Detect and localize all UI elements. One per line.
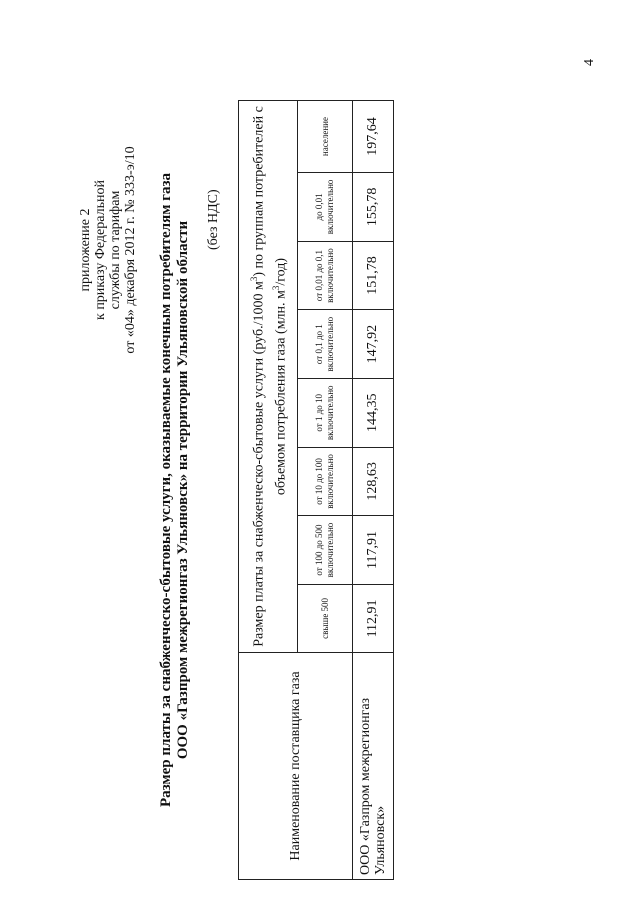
page-number: 4 xyxy=(582,59,597,66)
tariff-value-cell: 144,35 xyxy=(353,378,394,447)
group-header-part-2: ) по группам потребителей с объемом потребления газа (млн. м xyxy=(252,106,289,496)
annex-line-2: к приказу Федеральной xyxy=(93,180,108,320)
annex-line-1: приложение 2 xyxy=(78,208,93,292)
tariff-value-cell: 117,91 xyxy=(353,516,394,585)
table-header-row xyxy=(239,101,298,880)
tariff-table xyxy=(238,100,394,880)
group-header-sup-1: 3 xyxy=(249,276,260,282)
tariff-value-cell: 155,78 xyxy=(353,173,394,242)
column-header: от 1 до 10 включительно xyxy=(298,378,353,447)
title-line-1: Размер платы за снабженческо-сбытовые услуги, оказываемые конечным потребителям газа xyxy=(158,172,174,808)
group-header-part-1: Размер платы за снабженческо-сбытовые услуги (руб./1000 м xyxy=(252,281,267,647)
column-header: от 0,01 до 0,1 включительно xyxy=(298,241,353,310)
column-header: от 10 до 100 включительно xyxy=(298,447,353,516)
document-title xyxy=(158,100,192,880)
table-row xyxy=(353,101,394,880)
column-header: до 0,01 включительно xyxy=(298,173,353,242)
rotated-document xyxy=(68,90,628,890)
supplier-name-cell: ООО «Газпром межрегионгаз Ульяновск» xyxy=(353,653,394,880)
column-header: от 100 до 500 включительно xyxy=(298,516,353,585)
tariff-value-cell: 128,63 xyxy=(353,447,394,516)
annex-line-4: от «04» декабря 2012 г. № 333-э/10 xyxy=(123,146,138,354)
annex-line-3: службы по тарифам xyxy=(108,190,123,310)
group-header-part-3: /год) xyxy=(273,257,289,286)
annex-reference xyxy=(78,100,138,400)
tariff-value-cell: 147,92 xyxy=(353,310,394,379)
group-header-sup-2: 3 xyxy=(271,285,281,291)
column-header: население xyxy=(298,101,353,173)
title-line-2: ООО «Газпром межрегионгаз Ульяновск» на территории Ульяновской области xyxy=(175,220,191,760)
column-header: от 0,1 до 1 включительно xyxy=(298,310,353,379)
tariff-value-cell: 151,78 xyxy=(353,241,394,310)
tariff-value-cell: 197,64 xyxy=(353,101,394,173)
tariff-value-cell: 112,91 xyxy=(353,584,394,652)
consumer-group-header xyxy=(239,101,298,653)
vat-note: (без НДС) xyxy=(206,189,221,250)
supplier-column-header: Наименование поставщика газа xyxy=(239,653,353,880)
column-header: свыше 500 xyxy=(298,584,353,652)
